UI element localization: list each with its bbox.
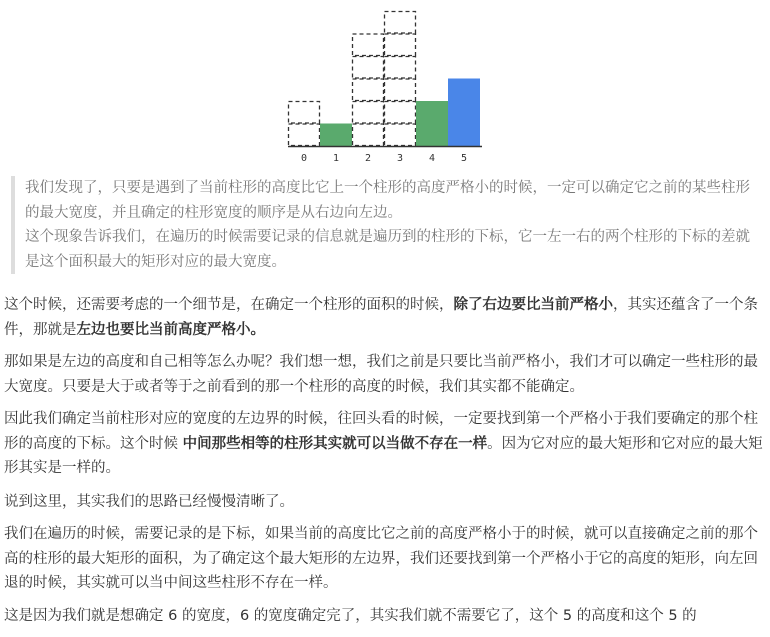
dashed-cell-2-4 [353,34,384,56]
dashed-cell-3-4 [385,34,416,56]
tick-label-2: 2 [364,153,372,164]
histogram-chart [280,6,490,166]
filled-bar-4 [416,101,448,146]
quote-paragraph-1: 我们发现了，只要是遇到了当前柱形的高度比它上一个柱形的高度严格小的时候，一定可以确定它之前的某些柱形的最大宽度，并且确定的柱形宽度的顺序是从右边向左边。 [25,180,750,221]
tick-label-0: 0 [300,153,308,164]
dashed-cell-3-0 [385,124,416,146]
paragraph-1-bold-a: 除了右边要比当前严格小 [453,297,613,313]
paragraph-5: 我们在遍历的时候，需要记录的是下标，如果当前的高度比它之前的高度严格小于的时候，就可以直接确定之前的那个高的柱形的最大矩形的面积，为了确定这个最大矩形的左边界，我们还要找到第一个严格小于它的高度的矩形，向左回退的时候，其实就可以当中间这些柱形不存在一样。 [4,526,758,591]
tick-label-1: 1 [332,153,340,164]
paragraph-3-bold: 中间那些相等的柱形其实就可以当做不存在一样 [182,435,488,452]
dashed-cell-3-2 [385,79,416,101]
tick-label-5: 5 [460,153,468,164]
paragraph-3-text-a: 因此我们确定当前柱形对应的宽度的左边界的时候，往回头看的时候，一定要找到第一个严格小于我们要确定的那个柱形的高度的下标。这个时候 [4,411,758,452]
paragraph-1-bold-b: 左边也要比当前高度严格小。 [76,321,265,338]
dashed-cell-2-3 [353,57,384,79]
tick-label-3: 3 [396,153,404,164]
article-body [4,293,766,636]
filled-bar-1 [320,124,352,147]
dashed-cell-2-2 [353,79,384,101]
paragraph-1-text-a: 这个时候，还需要考虑的一个细节是，在确定一个柱形的面积的时候， [4,297,454,313]
dashed-cell-3-1 [385,102,416,124]
tick-label-4: 4 [428,153,436,164]
paragraph-1 [4,293,766,342]
paragraph-2: 那如果是左边的高度和自己相等怎么办呢？我们想一想，我们之前是只要比当前严格小，我们才可以确定一些柱形的最大宽度。只要是大于或者等于之前看到的那一个柱形的高度的时候，我们其实都不能确定。 [4,354,758,395]
blockquote [11,176,756,274]
paragraph-1-text-b: ，其实还蕴含了一个条件，那就是 [4,297,758,338]
dashed-cell-0-1 [289,102,320,124]
quote-paragraph-2: 这个现象告诉我们，在遍历的时候需要记录的信息就是遍历到的柱形的下标，它一左一右的两个柱形的下标的差就是这个面积最大的矩形对应的最大宽度。 [25,229,750,270]
dashed-cell-2-0 [353,124,384,146]
paragraph-3-text-b: 。因为它对应的最大矩形和它对应的最大矩形其实是一样的。 [4,435,763,476]
histogram-figure [280,6,490,166]
paragraph-6: 这是因为我们就是想确定 6 的宽度，6 的宽度确定完了，其实我们就不需要它了，这个 5 的高度和这个 5 的 [4,607,697,624]
paragraph-4: 说到这里，其实我们的思路已经慢慢清晰了。 [4,493,294,510]
dashed-cell-3-3 [385,57,416,79]
filled-bar-5 [448,79,480,147]
dashed-cell-3-5 [385,12,416,34]
dashed-cell-2-1 [353,102,384,124]
paragraph-3 [4,407,766,481]
dashed-cell-0-0 [289,124,320,146]
